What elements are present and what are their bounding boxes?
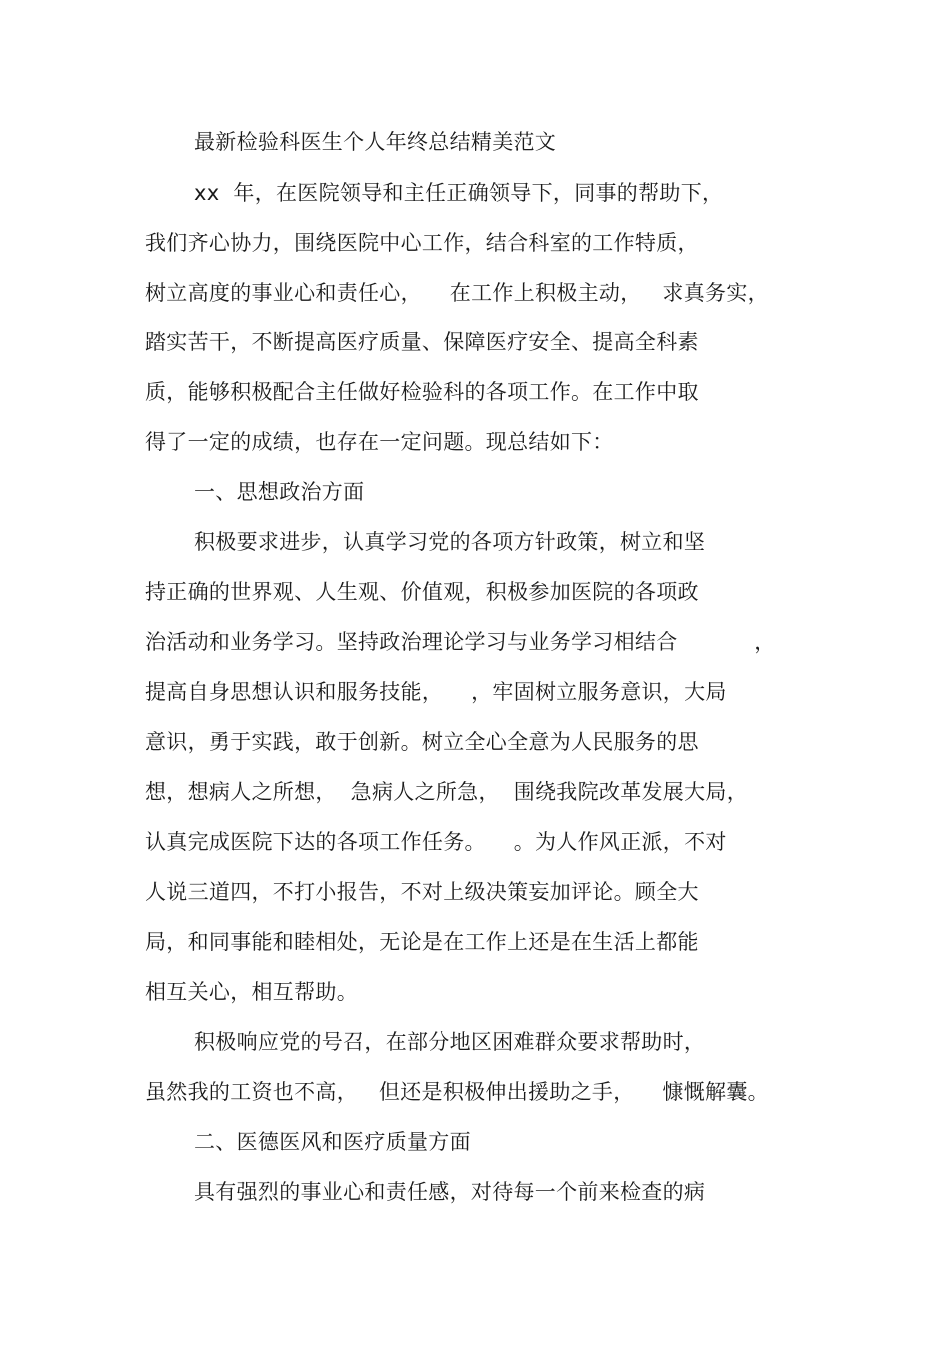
paragraph-line: 积极响应党的号召，在部分地区困难群众要求帮助时， <box>194 1030 706 1054</box>
paragraph-line: 人说三道四，不打小报告，不对上级决策妄加评论。顾全大 <box>145 880 699 904</box>
paragraph-line: 得了一定的成绩，也存在一定问题。现总结如下： <box>145 430 614 454</box>
paragraph-line: xx 年，在医院领导和主任正确领导下，同事的帮助下， <box>194 181 724 205</box>
paragraph-line: 治活动和业务学习。坚持政治理论学习与业务学习相结合 ， <box>145 630 776 654</box>
section-heading: 二、医德医风和医疗质量方面 <box>194 1130 471 1154</box>
paragraph-line: 虽然我的工资也不高， 但还是积极伸出援助之手， 慷慨解囊。 <box>145 1080 769 1104</box>
document-title: 最新检验科医生个人年终总结精美范文 <box>194 130 557 154</box>
paragraph-line: 踏实苦干，不断提高医疗质量、保障医疗安全、提高全科素 <box>145 330 699 354</box>
paragraph-line: 持正确的世界观、人生观、价值观，积极参加医院的各项政 <box>145 580 699 604</box>
paragraph-line: 树立高度的事业心和责任心， 在工作上积极主动， 求真务实， <box>145 281 769 305</box>
paragraph-line: 具有强烈的事业心和责任感，对待每一个前来检查的病 <box>194 1180 706 1204</box>
paragraph-line: 意识，勇于实践，敢于创新。树立全心全意为人民服务的思 <box>145 730 699 754</box>
paragraph-line: 质，能够积极配合主任做好检验科的各项工作。在工作中取 <box>145 380 699 404</box>
paragraph-line: 我们齐心协力，围绕医院中心工作，结合科室的工作特质， <box>145 231 699 255</box>
paragraph-line: 认真完成医院下达的各项工作任务。 。为人作风正派，不对 <box>145 830 727 854</box>
paragraph-line: 相互关心，相互帮助。 <box>145 980 358 1004</box>
paragraph-line: 积极要求进步，认真学习党的各项方针政策，树立和坚 <box>194 530 706 554</box>
paragraph-line: 提高自身思想认识和服务技能， ，牢固树立服务意识，大局 <box>145 680 727 704</box>
paragraph-line: 想，想病人之所想， 急病人之所急， 围绕我院改革发展大局， <box>145 780 748 804</box>
paragraph-line: 局，和同事能和睦相处，无论是在工作上还是在生活上都能 <box>145 930 699 954</box>
section-heading: 一、思想政治方面 <box>194 480 365 504</box>
